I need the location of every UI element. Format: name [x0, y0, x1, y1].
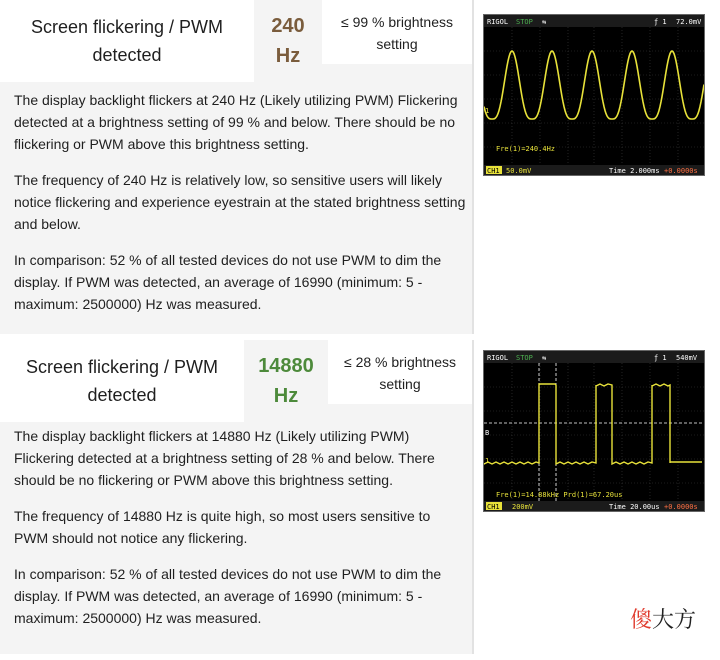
scope-channel-marker: 1: [485, 107, 490, 115]
pwm-description: [14, 425, 466, 643]
scope-grid: [484, 363, 704, 501]
description-paragraph: The display backlight flickers at 240 Hz (Likely utilizing PWM) Flickering detected at a brightness setting of 99 % and below. There should be no flickering or PWM above this brightness setting.: [14, 92, 458, 152]
pwm-frequency-unit: Hz: [273, 385, 299, 407]
description-paragraph: The frequency of 240 Hz is relatively low, so sensitive users will likely notice flickering and experience eyestrain at the stated brightness setting and below.: [14, 172, 466, 232]
description-paragraph: In comparison: 52 % of all tested devices do not use PWM to dim the display. If PWM was detected, an average of 16990 (minimum: 5 - maximum: 2500000) Hz was measured.: [14, 252, 442, 312]
scope-state: STOP: [516, 354, 533, 362]
pwm-header-row: [0, 340, 472, 422]
description-paragraph: The display backlight flickers at 14880 Hz (Likely utilizing PWM) Flickering detected at a brightness setting of 28 % and below. There should be no flickering or PWM above this brightness setting.: [14, 428, 435, 488]
pwm-header-row: [0, 0, 472, 82]
oscilloscope-panel: [474, 0, 720, 334]
scope-trigger-readout: 540mV: [676, 354, 698, 362]
pwm-info-panel: [0, 340, 472, 654]
pwm-frequency-value: [254, 0, 322, 82]
brightness-threshold-line2: setting: [379, 376, 421, 392]
watermark-rest: 大方: [652, 608, 697, 633]
pwm-title-line2: detected: [87, 385, 157, 405]
pwm-title: [0, 340, 244, 422]
oscilloscope-display: [484, 351, 704, 511]
pwm-frequency-number: 240: [271, 15, 305, 37]
description-paragraph: In comparison: 52 % of all tested devices do not use PWM to dim the display. If PWM was detected, an average of 16990 (minimum: 5 - maximum: 2500000) Hz was measured.: [14, 566, 442, 626]
watermark-first-char: 傻: [630, 608, 653, 633]
scope-brand: RIGOL: [487, 18, 509, 26]
pwm-frequency-number: 14880: [258, 355, 314, 377]
pwm-info-panel: [0, 0, 472, 334]
pwm-description: [14, 89, 466, 329]
description-paragraph: The frequency of 14880 Hz is quite high, so most users sensitive to PWM should not notice any flickering.: [14, 508, 431, 546]
pwm-title-line1: Screen flickering / PWM: [30, 17, 224, 37]
scope-trigger-readout: 72.0mV: [676, 18, 702, 26]
scope-channel-marker: 1: [485, 457, 490, 465]
pwm-frequency-unit: Hz: [275, 45, 301, 67]
pwm-section-2: [0, 340, 720, 654]
scope-trigger-icon: ƒ 1: [654, 18, 667, 26]
scope-frequency-readout: Fre(1)=240.4Hz: [496, 145, 556, 153]
pwm-title: [0, 0, 254, 82]
scope-channel-label: CH1: [487, 503, 500, 511]
scope-state: STOP: [516, 18, 533, 26]
scope-trigger-icon: ƒ 1: [654, 354, 667, 362]
pwm-title-line1: Screen flickering / PWM: [25, 357, 219, 377]
scope-usb-icon: ⇆: [542, 354, 547, 362]
scope-time-scale: Time 2.000ms: [609, 167, 660, 175]
oscilloscope-display: [484, 15, 704, 175]
scope-channel-scale: 200mV: [512, 503, 534, 511]
scope-time-offset: +0.0000s: [664, 503, 698, 511]
oscilloscope-screenshot: [483, 350, 705, 512]
scope-time-offset: +0.0000s: [664, 167, 698, 175]
pwm-title-line2: detected: [92, 45, 162, 65]
pwm-brightness-threshold: [322, 0, 472, 64]
scope-waveform: [484, 384, 702, 464]
scope-usb-icon: ⇆: [542, 18, 547, 26]
scope-frequency-readout: Fre(1)=14.88kHz Prd(1)=67.20us: [496, 491, 623, 499]
scope-time-scale: Time 20.00us: [609, 503, 660, 511]
brightness-threshold-line1: ≤ 99 % brightness: [341, 14, 453, 30]
pwm-brightness-threshold: [328, 340, 472, 404]
scope-brand: RIGOL: [487, 354, 509, 362]
scope-channel-scale: 50.0mV: [506, 167, 532, 175]
pwm-frequency-value: [244, 340, 328, 422]
scope-trigger-marker: B: [485, 429, 490, 437]
scope-channel-label: CH1: [487, 167, 500, 175]
oscilloscope-screenshot: [483, 14, 705, 176]
brightness-threshold-line1: ≤ 28 % brightness: [344, 354, 456, 370]
brightness-threshold-line2: setting: [376, 36, 418, 52]
watermark-logo: [630, 606, 696, 636]
